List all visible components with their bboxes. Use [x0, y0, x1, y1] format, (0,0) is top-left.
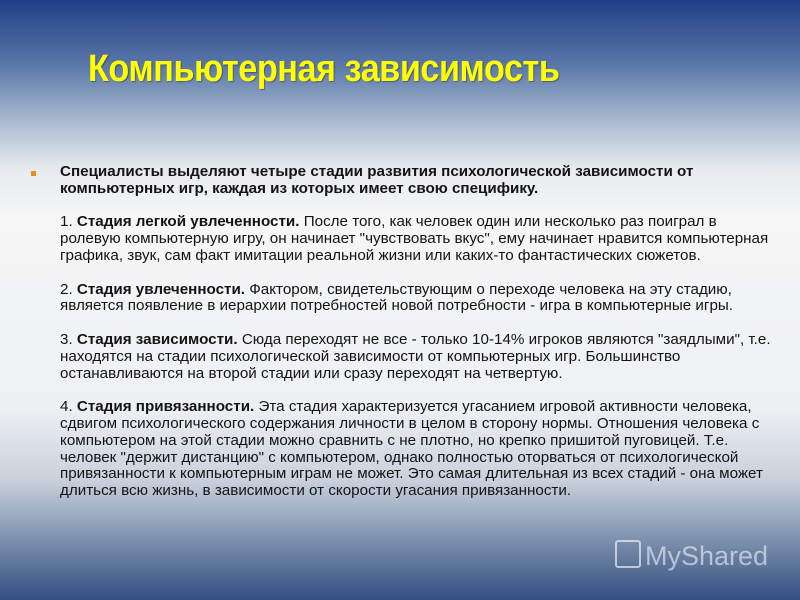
stage-4-name: Стадия привязанности.: [76, 398, 255, 416]
stage-2-number: 2.: [60, 280, 77, 298]
slide-body: [60, 164, 778, 500]
watermark: [615, 540, 768, 572]
stage-4-number: 4.: [60, 398, 77, 416]
stage-4-paragraph: [60, 399, 778, 500]
stage-2-text: Фактором, свидетельствующим о переходе человека на эту стадию, является появление в иерархии потребностей новой потребности - игра в компьютерные игры.: [60, 280, 734, 315]
stage-2-name: Стадия увлеченности.: [76, 280, 246, 298]
stage-3-paragraph: [60, 332, 778, 382]
bullet-marker: [31, 171, 36, 176]
slide-title: Компьютерная зависимость: [88, 48, 560, 90]
stage-1-text: После того, как человек один или несколько раз поиграл в ролевую компьютерную игру, он начинает "чувствовать вкус", ему начинает нравится компьютерная графика, звук, сам факт имитации реальной жизни или каких-то фантастических сюжетов.: [60, 213, 769, 264]
stage-1-name: Стадия легкой увлеченности.: [76, 213, 300, 231]
stage-3-text: Сюда переходят не все - только 10-14% игроков являются "заядлыми", т.е. находятся на стадии психологической зависимости от компьютерных игр. Большинство останавливаются на второй стадии или сразу переходят на четвертую.: [60, 330, 771, 382]
stage-4-text: Эта стадия характеризуется угасанием игровой активности человека, сдвигом психологического содержания личности в целом в сторону нормы. Отношения человека с компьютером на этой стадии можно сравнить с не плотно, но крепко пришитой пуговицей. Т.е. человек "держит дистанцию" с компьютером, однако полностью оторваться от психологической привязанности к компьютерным играм не может. Это самая длительная из всех стадий - она может длиться всю жизнь, в зависимости от скорости угасания привязанности.: [60, 398, 763, 500]
watermark-text: MyShared: [645, 541, 769, 571]
myshared-logo-icon: [615, 540, 641, 568]
stage-3-number: 3.: [60, 330, 77, 348]
intro-paragraph: Специалисты выделяют четыре стадии развития психологической зависимости от компьютерных игр, каждая из которых имеет свою специфику.: [60, 163, 694, 197]
stage-3-name: Стадия зависимости.: [76, 330, 238, 348]
stage-1-number: 1.: [60, 213, 77, 231]
stage-1-paragraph: [60, 214, 778, 264]
stage-2-paragraph: [60, 282, 778, 316]
